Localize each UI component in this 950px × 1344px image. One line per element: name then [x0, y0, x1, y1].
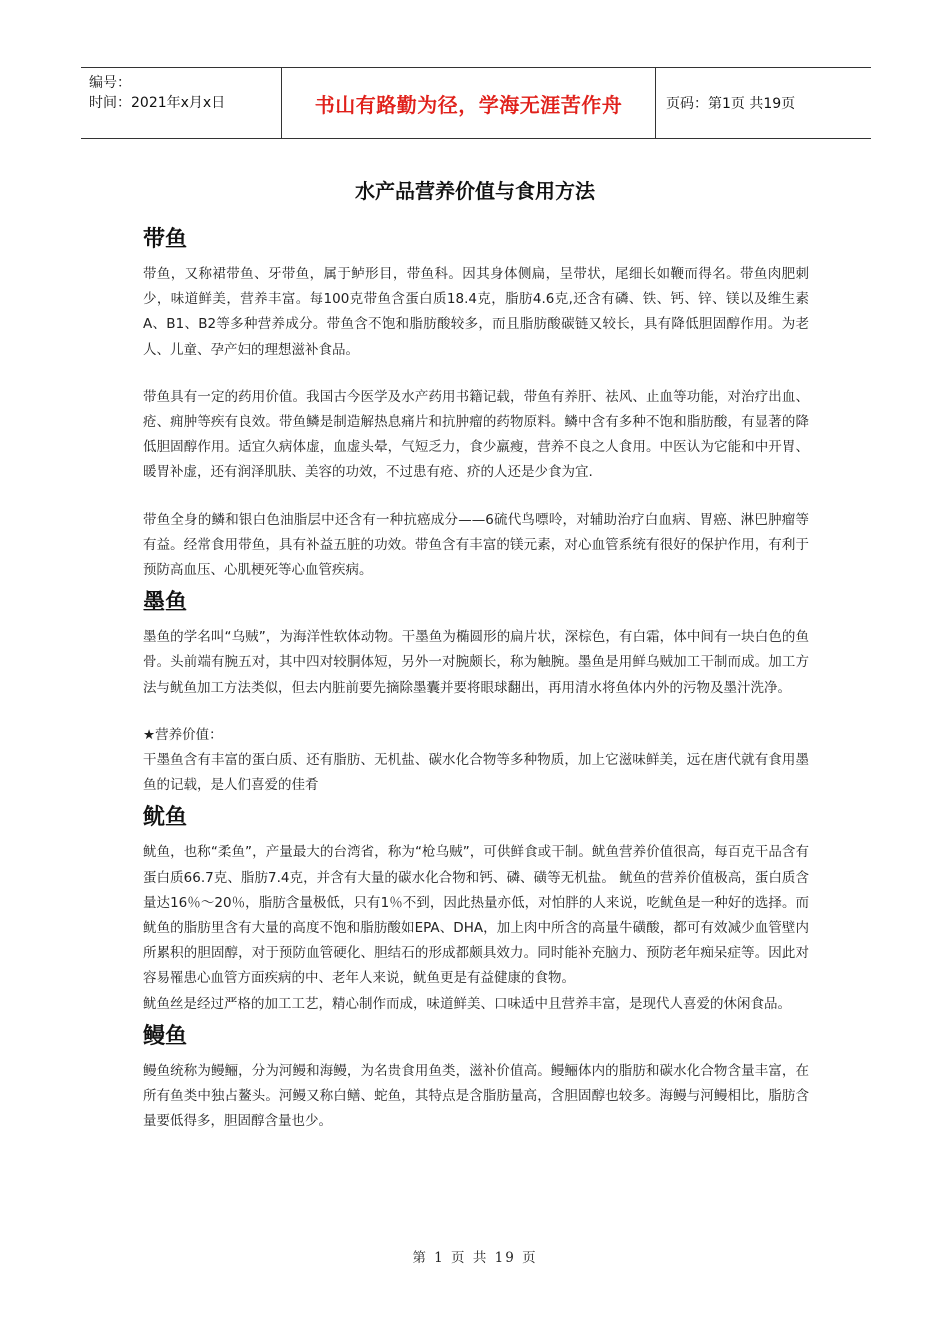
- header-meta: [81, 68, 281, 138]
- paragraph: 鳗鱼统称为鳗鲡，分为河鳗和海鳗，为名贵食用鱼类，滋补价值高。鳗鲡体内的脂肪和碳水化合物含量丰富，在所有鱼类中独占鳌头。河鳗又称白鳝、蛇鱼，其特点是含脂肪量高，含胆固醇也较多。海鳗与河鳗相比，脂肪含量要低得多，胆固醇含量也少。: [143, 1062, 809, 1130]
- section-youyu: [143, 802, 809, 1016]
- document-title: 水产品营养价值与食用方法: [355, 179, 595, 203]
- section-daiyu: [143, 224, 809, 583]
- header-motto: 书山有路勤为径，学海无涯苦作舟: [281, 68, 656, 138]
- section-moyu: [143, 587, 809, 798]
- section-heading: 鱿鱼: [143, 805, 188, 831]
- paragraph: 带鱼，又称裙带鱼、牙带鱼，属于鲈形目，带鱼科。因其身体侧扁，呈带状，尾细长如鞭而得名。带鱼肉肥刺少，味道鲜美，营养丰富。每100克带鱼含蛋白质18.4克，脂肪4.6克,还含有磷、铁、钙、锌、镁以及维生素A、B1、B2等多种营养成分。带鱼含不饱和脂肪酸较多，而且脂肪酸碳链又较长，具有降低胆固醇作用。为老人、儿童、孕产妇的理想滋补食品。: [143, 266, 809, 358]
- section-heading: 墨鱼: [143, 590, 188, 616]
- paragraph: ★营养价值： 干墨鱼含有丰富的蛋白质、还有脂肪、无机盐、碳水化合物等多种物质，加上它滋味鲜美，远在唐代就有食用墨鱼的记载，是人们喜爱的佳肴: [143, 726, 809, 794]
- document-body: [143, 220, 809, 1134]
- number-label: 编号：: [89, 75, 131, 91]
- paragraph: 带鱼具有一定的药用价值。我国古今医学及水产药用书籍记载，带鱼有养肝、祛风、止血等功能，对治疗出血、疮、痈肿等疾有良效。带鱼鳞是制造解热息痛片和抗肿瘤的药物原料。鳞中含有多种不饱和脂肪酸，有显著的降低胆固醇作用。适宜久病体虚，血虚头晕，气短乏力，食少羸瘦，营养不良之人食用。中医认为它能和中开胃、暖胃补虚，还有润泽肌肤、美容的功效，不过患有疮、疥的人还是少食为宜.: [143, 388, 809, 481]
- paragraph: 带鱼全身的鳞和银白色油脂层中还含有一种抗癌成分——6硫代鸟嘌呤，对辅助治疗白血病、胃癌、淋巴肿瘤等有益。经常食用带鱼，具有补益五脏的功效。带鱼含有丰富的镁元素，对心血管系统有很好的保护作用，有利于预防高血压、心肌梗死等心血管疾病。: [143, 511, 809, 579]
- paragraph: 鱿鱼，也称“柔鱼”，产量最大的台湾省，称为“枪乌贼”，可供鲜食或干制。鱿鱼营养价值很高，每百克干品含有蛋白质66.7克、脂肪7.4克，并含有大量的碳水化合物和钙、磷、磺等无机盐。 鱿鱼的营养价值极高，蛋白质含量达16％～20％，脂肪含量极低，只有1％不到，因此热量亦低，对怕胖的人来说，吃鱿鱼是一种好的选择。而鱿鱼的脂肪里含有大量的高度不饱和脂肪酸如EPA、DHA，加上肉中所含的高量牛磺酸，都可有效减少血管壁内所累积的胆固醇，对于预防血管硬化、胆结石的形成都颇具效力。同时能补充脑力、预防老年痴呆症等。因此对容易罹患心血管方面疾病的中、老年人来说，鱿鱼更是有益健康的食物。 鱿鱼丝是经过严格的加工工艺，精心制作而成，味道鲜美、口味适中且营养丰富，是现代人喜爱的休闲食品。: [143, 844, 809, 1012]
- section-heading: 带鱼: [143, 227, 188, 252]
- section-manyu: [143, 1021, 809, 1135]
- paragraph: 墨鱼的学名叫“乌贼”，为海洋性软体动物。干墨鱼为椭圆形的扁片状，深棕色，有白霜，体中间有一块白色的鱼骨。头前端有腕五对，其中四对较胴体短，另外一对腕颇长，称为触腕。墨鱼是用鲜乌贼加工干制而成。加工方法与鱿鱼加工方法类似，但去内脏前要先摘除墨囊并要将眼球翻出，再用清水将鱼体内外的污物及墨汁洗净。: [143, 629, 809, 696]
- section-heading: 鳗鱼: [143, 1023, 188, 1049]
- page-header: [81, 67, 871, 139]
- page-footer: 第 1 页 共 19 页: [412, 1250, 538, 1266]
- time-label: 时间：2021年x月x日: [89, 95, 226, 111]
- header-page-info: 页码：第1页 共19页: [666, 96, 796, 112]
